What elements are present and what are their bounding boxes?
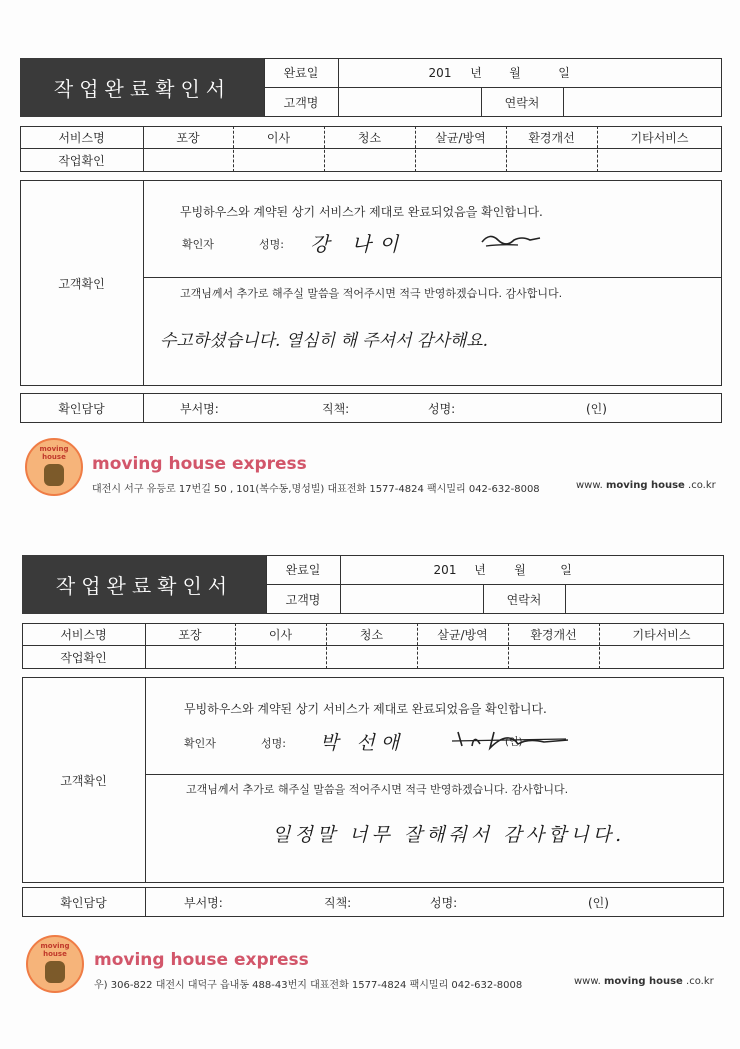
company-address: 우) 306-822 대전시 대덕구 읍내동 488-43번지 대표전화 1577-4824 팩시밀리 042-632-8008 <box>94 980 523 991</box>
service-environment: 환경개선 <box>528 130 575 145</box>
service-environment: 환경개선 <box>530 627 577 642</box>
confirmer-label: 확인자 <box>182 238 214 251</box>
divider <box>145 887 146 917</box>
website: www. moving house .co.kr <box>574 976 714 987</box>
confirmer-label: 확인자 <box>184 737 216 750</box>
divider <box>338 58 339 117</box>
manager-name-label: 성명: <box>430 895 458 910</box>
confirm-sentence: 무빙하우스와 계약된 상기 서비스가 제대로 완료되었음을 확인합니다. <box>184 702 547 716</box>
service-other: 기타서비스 <box>632 627 691 642</box>
contact-label: 연락처 <box>506 592 542 607</box>
dept-label: 부서명: <box>184 895 223 910</box>
signature-name: 박 선애 <box>320 732 406 754</box>
service-sterilize: 살균/방역 <box>435 130 486 145</box>
form-title: 작업완료확인서 <box>20 58 265 117</box>
divider <box>565 584 566 614</box>
company-address: 대전시 서구 유등로 17번길 50 , 101(복수동,명성빌) 대표전화 1577-4824 팩시밀리 042-632-8008 <box>92 484 540 495</box>
service-moving: 이사 <box>268 627 293 642</box>
divider <box>563 87 564 117</box>
confirm-sentence: 무빙하우스와 계약된 상기 서비스가 제대로 완료되었음을 확인합니다. <box>180 205 543 219</box>
month-unit: 월 <box>514 563 526 577</box>
seal-label: (인) <box>588 895 609 910</box>
handwritten-comment: 일정말 너무 잘해줘서 감사합니다. <box>272 824 626 846</box>
seal-label: (인) <box>586 401 607 416</box>
work-confirm-label: 작업확인 <box>58 153 105 168</box>
name-label: 성명: <box>259 238 284 251</box>
day-unit: 일 <box>560 563 572 577</box>
dept-label: 부서명: <box>180 401 219 416</box>
divider <box>143 393 144 423</box>
name-label: 성명: <box>261 737 286 750</box>
service-cleaning: 청소 <box>357 130 382 145</box>
moving-house-logo: moving house <box>25 438 83 496</box>
service-packing: 포장 <box>176 130 200 145</box>
divider <box>145 677 146 883</box>
month-unit: 월 <box>509 66 521 80</box>
customer-confirm-label: 고객확인 <box>58 276 105 291</box>
manager-label: 확인담당 <box>60 895 107 910</box>
comment-prompt: 고객님께서 추가로 해주실 말씀을 적어주시면 적극 반영하겠습니다. 감사합니다. <box>186 783 569 796</box>
year-unit: 년 <box>474 563 486 577</box>
customer-confirm-label: 고객확인 <box>60 773 107 788</box>
service-other: 기타서비스 <box>630 130 689 145</box>
position-label: 직책: <box>324 895 352 910</box>
website: www. moving house .co.kr <box>576 480 716 491</box>
service-moving: 이사 <box>266 130 291 145</box>
done-date-label: 완료일 <box>283 66 319 80</box>
manager-label: 확인담당 <box>58 401 105 416</box>
signature-name: 강 나이 <box>310 232 407 256</box>
done-date-label: 완료일 <box>285 563 321 577</box>
day-unit: 일 <box>558 66 570 80</box>
divider <box>143 277 722 278</box>
manager-name-label: 성명: <box>428 401 456 416</box>
divider <box>145 774 724 775</box>
form-title: 작업완료확인서 <box>22 555 267 614</box>
brand-name: moving house express <box>94 950 309 970</box>
service-label: 서비스명 <box>58 130 105 145</box>
brand-name: moving house express <box>92 454 307 474</box>
signature-scribble <box>448 726 572 754</box>
service-cleaning: 청소 <box>359 627 384 642</box>
divider <box>340 555 341 614</box>
moving-house-logo: moving house <box>26 935 84 993</box>
date-year: 201 <box>433 562 457 577</box>
contact-label: 연락처 <box>504 95 540 110</box>
handwritten-comment: 수고하셨습니다. 열심히 해 주셔서 감사해요. <box>160 331 489 351</box>
divider <box>143 180 144 386</box>
service-label: 서비스명 <box>60 627 107 642</box>
position-label: 직책: <box>322 401 350 416</box>
work-confirm-label: 작업확인 <box>60 650 107 665</box>
date-year: 201 <box>428 65 452 80</box>
customer-label: 고객명 <box>283 95 319 110</box>
signature-seal: (인) <box>505 737 523 748</box>
customer-label: 고객명 <box>285 592 321 607</box>
signature-scribble <box>478 228 548 252</box>
service-packing: 포장 <box>178 627 202 642</box>
comment-prompt: 고객님께서 추가로 해주실 말씀을 적어주시면 적극 반영하겠습니다. 감사합니다. <box>180 287 563 300</box>
year-unit: 년 <box>470 66 482 80</box>
service-sterilize: 살균/방역 <box>437 627 488 642</box>
